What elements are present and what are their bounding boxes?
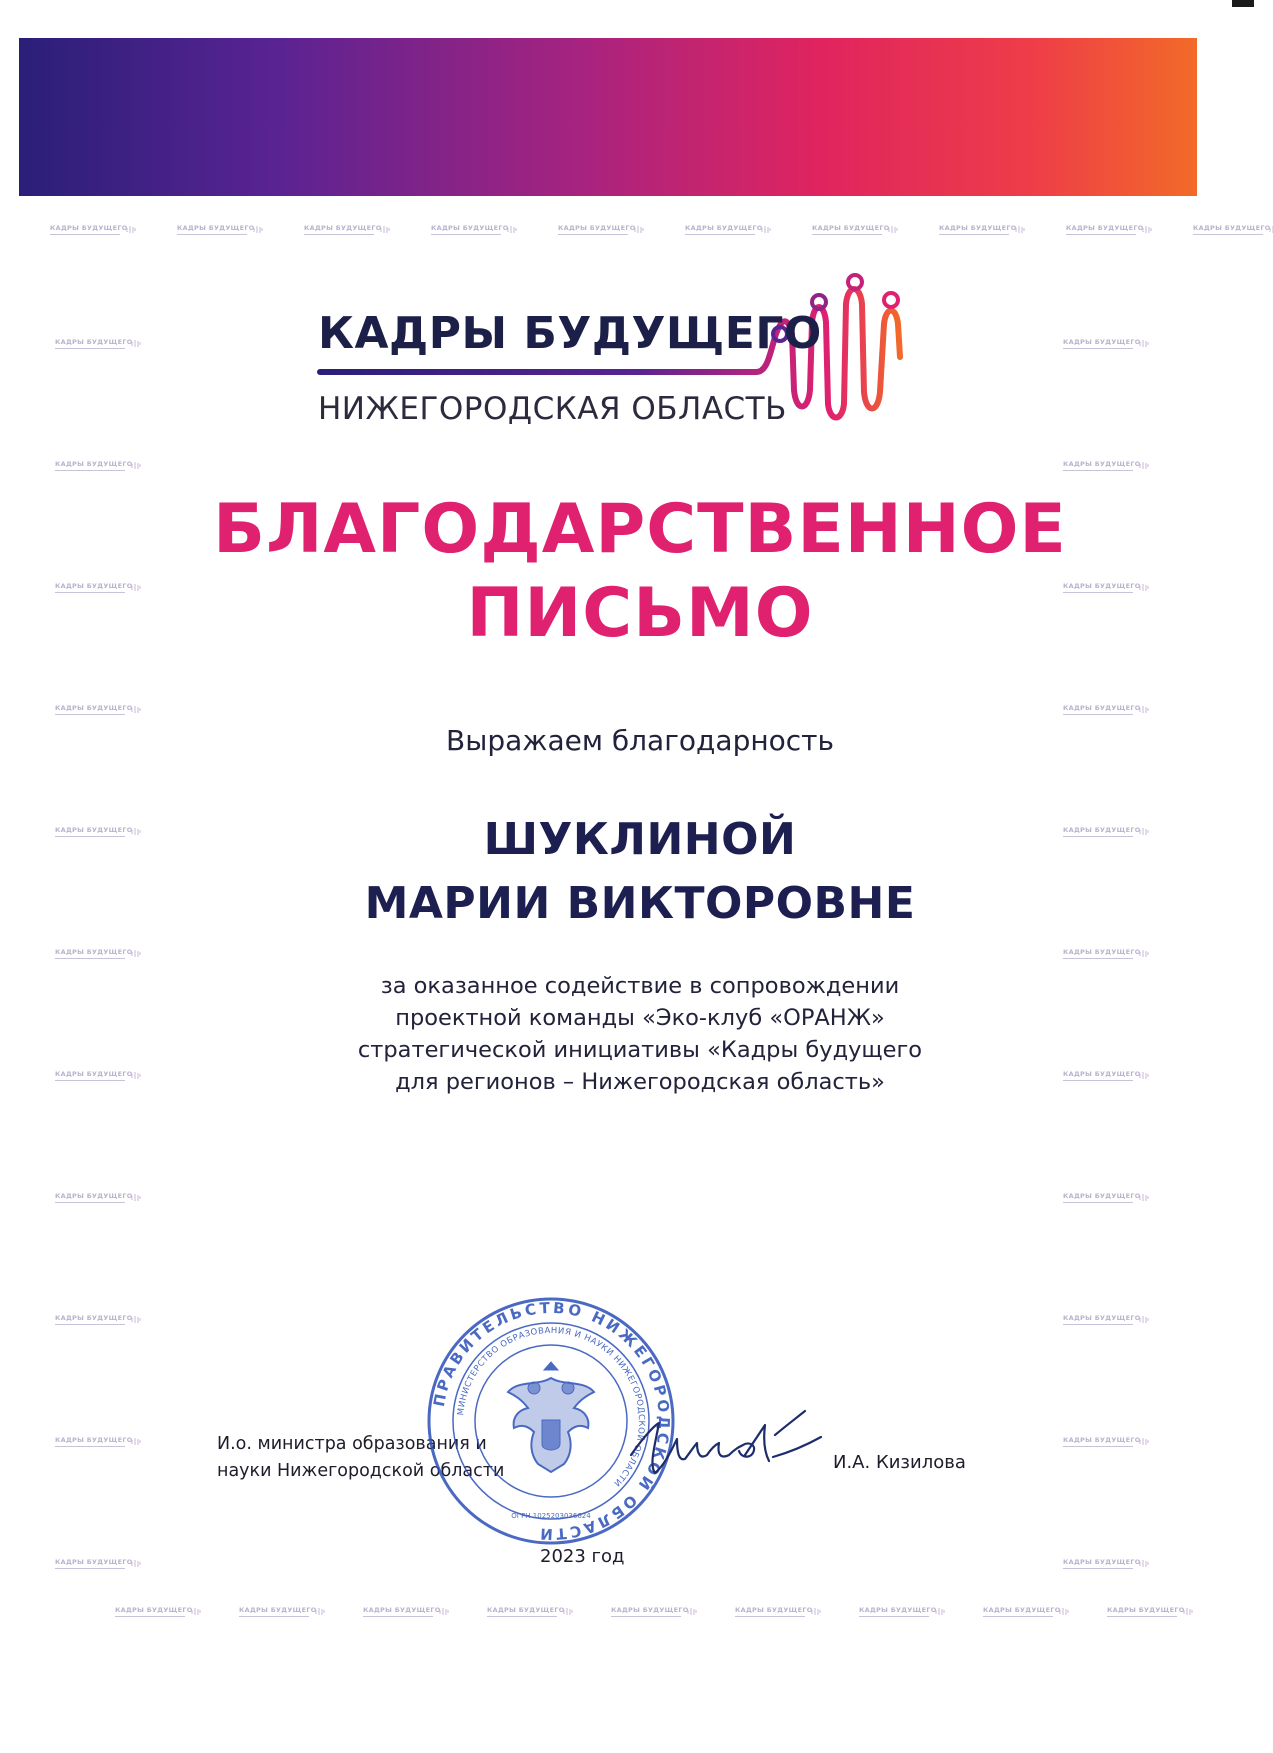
watermark-logo-icon <box>1015 224 1025 235</box>
watermark-logo-line <box>1107 1616 1177 1617</box>
watermark-logo <box>55 582 143 602</box>
watermark-logo-text: КАДРЫ БУДУЩЕГО <box>1066 224 1144 232</box>
watermark-logo-text: КАДРЫ БУДУЩЕГО <box>55 1436 133 1444</box>
watermark-logo-text: КАДРЫ БУДУЩЕГО <box>558 224 636 232</box>
watermark-logo <box>558 224 646 244</box>
watermark-logo-icon <box>131 704 141 715</box>
watermark-logo-line <box>55 958 125 959</box>
watermark-logo-text: КАДРЫ БУДУЩЕГО <box>55 1558 133 1566</box>
watermark-logo <box>735 1606 823 1626</box>
letter-title <box>140 488 1140 656</box>
recipient-surname: ШУКЛИНОЙ <box>483 814 797 865</box>
watermark-logo-line <box>177 234 247 235</box>
watermark-logo <box>487 1606 575 1626</box>
watermark-logo-text: КАДРЫ БУДУЩЕГО <box>1063 826 1141 834</box>
gratitude-intro: Выражаем благодарность <box>446 724 834 757</box>
watermark-logo <box>611 1606 699 1626</box>
watermark-logo-text: КАДРЫ БУДУЩЕГО <box>177 224 255 232</box>
watermark-logo-text: КАДРЫ БУДУЩЕГО <box>1063 582 1141 590</box>
watermark-logo-text: КАДРЫ БУДУЩЕГО <box>983 1606 1061 1614</box>
watermark-logo <box>304 224 392 244</box>
watermark-logo-text: КАДРЫ БУДУЩЕГО <box>1193 224 1271 232</box>
watermark-logo <box>685 224 773 244</box>
watermark-logo-line <box>685 234 755 235</box>
watermark-logo-line <box>487 1616 557 1617</box>
seal-outer-text: ПРАВИТЕЛЬСТВО НИЖЕГОРОДСКОЙ ОБЛАСТИ <box>429 1298 674 1544</box>
watermark-logo-icon <box>131 338 141 349</box>
watermark-logo-text: КАДРЫ БУДУЩЕГО <box>1063 1558 1141 1566</box>
watermark-logo-text: КАДРЫ БУДУЩЕГО <box>55 338 133 346</box>
watermark-logo-text: КАДРЫ БУДУЩЕГО <box>239 1606 317 1614</box>
watermark-logo-line <box>55 1080 125 1081</box>
watermark-logo-line <box>363 1616 433 1617</box>
watermark-logo-text: КАДРЫ БУДУЩЕГО <box>1063 1436 1141 1444</box>
watermark-logo-icon <box>131 1558 141 1569</box>
logo-title: КАДРЫ БУДУЩЕГО <box>318 308 822 359</box>
letter-year: 2023 год <box>540 1546 625 1567</box>
gratitude-reason <box>190 970 1090 1098</box>
watermark-logo <box>115 1606 203 1626</box>
recipient-name <box>140 808 1140 936</box>
watermark-logo-text: КАДРЫ БУДУЩЕГО <box>735 1606 813 1614</box>
watermark-logo-icon <box>1139 338 1149 349</box>
signatory-name: И.А. Кизилова <box>833 1452 966 1473</box>
watermark-logo-text: КАДРЫ БУДУЩЕГО <box>487 1606 565 1614</box>
watermark-logo <box>55 948 143 968</box>
watermark-logo-icon <box>131 1070 141 1081</box>
watermark-logo <box>1066 224 1154 244</box>
watermark-logo <box>55 1192 143 1212</box>
watermark-logo-line <box>239 1616 309 1617</box>
watermark-logo-line <box>1063 1446 1133 1447</box>
watermark-logo-line <box>1063 470 1133 471</box>
watermark-logo-text: КАДРЫ БУДУЩЕГО <box>1063 1070 1141 1078</box>
watermark-logo-text: КАДРЫ БУДУЩЕГО <box>812 224 890 232</box>
watermark-logo <box>55 1436 143 1456</box>
watermark-logo-icon <box>439 1606 449 1617</box>
watermark-logo-icon <box>1139 460 1149 471</box>
watermark-logo-icon <box>1139 1436 1149 1447</box>
watermark-logo-text: КАДРЫ БУДУЩЕГО <box>1107 1606 1185 1614</box>
watermark-logo <box>1063 704 1151 724</box>
watermark-logo-icon <box>1269 224 1273 235</box>
watermark-logo-icon <box>380 224 390 235</box>
watermark-logo <box>1063 1436 1151 1456</box>
watermark-logo <box>50 224 138 244</box>
watermark-logo-text: КАДРЫ БУДУЩЕГО <box>304 224 382 232</box>
watermark-logo <box>55 338 143 358</box>
watermark-logo-icon <box>811 1606 821 1617</box>
watermark-logo-icon <box>1139 1192 1149 1203</box>
reason-line: стратегической инициативы «Кадры будущего <box>357 1037 923 1063</box>
watermark-logo <box>1193 224 1273 244</box>
watermark-logo-icon <box>1139 826 1149 837</box>
watermark-logo-line <box>55 1568 125 1569</box>
watermark-logo-icon <box>131 1436 141 1447</box>
watermark-logo-line <box>55 1446 125 1447</box>
seal-ogrn: ОГРН 1025203036624 <box>511 1512 591 1520</box>
reason-line: проектной команды «Эко-клуб «ОРАНЖ» <box>395 1005 885 1031</box>
watermark-logo-line <box>939 234 1009 235</box>
watermark-logo-text: КАДРЫ БУДУЩЕГО <box>55 1192 133 1200</box>
watermark-logo-text: КАДРЫ БУДУЩЕГО <box>55 1070 133 1078</box>
letter-title-line-1: БЛАГОДАРСТВЕННОЕ <box>213 490 1067 569</box>
signatory-role-line-2: науки Нижегородской области <box>217 1461 505 1481</box>
watermark-logo-icon <box>1139 1314 1149 1325</box>
watermark-logo-icon <box>888 224 898 235</box>
watermark-logo-line <box>55 714 125 715</box>
watermark-logo-line <box>55 836 125 837</box>
watermark-logo-line <box>50 234 120 235</box>
scan-corner-mark <box>1232 0 1254 7</box>
watermark-logo-icon <box>1142 224 1152 235</box>
watermark-logo-icon <box>1139 582 1149 593</box>
watermark-logo-icon <box>1139 1558 1149 1569</box>
watermark-logo-icon <box>634 224 644 235</box>
watermark-logo <box>1063 1558 1151 1578</box>
watermark-logo-icon <box>131 1314 141 1325</box>
watermark-logo-text: КАДРЫ БУДУЩЕГО <box>55 1314 133 1322</box>
letter-title-line-2: ПИСЬМО <box>466 574 814 653</box>
watermark-logo-line <box>983 1616 1053 1617</box>
watermark-logo-icon <box>1139 948 1149 959</box>
watermark-logo-text: КАДРЫ БУДУЩЕГО <box>1063 1192 1141 1200</box>
watermark-logo-text: КАДРЫ БУДУЩЕГО <box>55 704 133 712</box>
watermark-logo <box>1063 338 1151 358</box>
watermark-logo-text: КАДРЫ БУДУЩЕГО <box>1063 460 1141 468</box>
watermark-logo <box>239 1606 327 1626</box>
watermark-logo-text: КАДРЫ БУДУЩЕГО <box>1063 948 1141 956</box>
watermark-logo <box>363 1606 451 1626</box>
watermark-logo-text: КАДРЫ БУДУЩЕГО <box>939 224 1017 232</box>
seal-inner-text: МИНИСТЕРСТВО ОБРАЗОВАНИЯ И НАУКИ НИЖЕГОРОДСКОЙ ОБЛАСТИ <box>456 1325 647 1489</box>
watermark-logo-text: КАДРЫ БУДУЩЕГО <box>55 460 133 468</box>
watermark-logo-line <box>55 592 125 593</box>
reason-line: для регионов – Нижегородская область» <box>395 1069 885 1095</box>
watermark-logo-icon <box>315 1606 325 1617</box>
watermark-logo-icon <box>131 948 141 959</box>
watermark-logo <box>1063 1192 1151 1212</box>
watermark-logo <box>1063 948 1151 968</box>
watermark-logo-text: КАДРЫ БУДУЩЕГО <box>55 582 133 590</box>
watermark-logo <box>983 1606 1071 1626</box>
watermark-logo <box>1063 460 1151 480</box>
watermark-logo <box>859 1606 947 1626</box>
watermark-logo <box>55 1314 143 1334</box>
watermark-logo-icon <box>1183 1606 1193 1617</box>
watermark-logo-text: КАДРЫ БУДУЩЕГО <box>1063 704 1141 712</box>
watermark-logo-line <box>558 234 628 235</box>
watermark-logo-text: КАДРЫ БУДУЩЕГО <box>685 224 763 232</box>
watermark-logo-text: КАДРЫ БУДУЩЕГО <box>55 948 133 956</box>
watermark-logo-icon <box>563 1606 573 1617</box>
watermark-logo-line <box>115 1616 185 1617</box>
logo-subtitle: НИЖЕГОРОДСКАЯ ОБЛАСТЬ <box>318 391 787 427</box>
watermark-logo-icon <box>935 1606 945 1617</box>
watermark-logo-icon <box>507 224 517 235</box>
watermark-logo <box>55 460 143 480</box>
watermark-logo-icon <box>1139 704 1149 715</box>
recipient-given-names: МАРИИ ВИКТОРОВНЕ <box>364 878 916 929</box>
watermark-logo-icon <box>1139 1070 1149 1081</box>
watermark-logo-icon <box>191 1606 201 1617</box>
watermark-logo-text: КАДРЫ БУДУЩЕГО <box>1063 338 1141 346</box>
watermark-logo-icon <box>131 1192 141 1203</box>
watermark-logo <box>431 224 519 244</box>
watermark-logo-text: КАДРЫ БУДУЩЕГО <box>55 826 133 834</box>
watermark-logo-text: КАДРЫ БУДУЩЕГО <box>50 224 128 232</box>
watermark-logo-line <box>1063 1568 1133 1569</box>
watermark-logo-line <box>859 1616 929 1617</box>
watermark-logo <box>939 224 1027 244</box>
watermark-logo-line <box>1063 714 1133 715</box>
watermark-logo-line <box>55 1324 125 1325</box>
watermark-logo <box>55 1558 143 1578</box>
watermark-logo-line <box>611 1616 681 1617</box>
watermark-logo-text: КАДРЫ БУДУЩЕГО <box>363 1606 441 1614</box>
watermark-logo-line <box>431 234 501 235</box>
watermark-logo-icon <box>687 1606 697 1617</box>
watermark-logo-text: КАДРЫ БУДУЩЕГО <box>115 1606 193 1614</box>
watermark-logo <box>55 704 143 724</box>
watermark-logo-line <box>1063 1324 1133 1325</box>
watermark-logo-line <box>55 348 125 349</box>
watermark-logo-line <box>1063 348 1133 349</box>
signatory-role-line-1: И.о. министра образования и <box>217 1434 487 1454</box>
watermark-logo-line <box>735 1616 805 1617</box>
watermark-logo-text: КАДРЫ БУДУЩЕГО <box>431 224 509 232</box>
watermark-logo-line <box>812 234 882 235</box>
watermark-logo-line <box>1063 1202 1133 1203</box>
watermark-logo <box>177 224 265 244</box>
reason-line: за оказанное содействие в сопровождении <box>380 973 900 999</box>
watermark-logo-icon <box>253 224 263 235</box>
handwritten-signature <box>625 1395 840 1490</box>
watermark-logo-text: КАДРЫ БУДУЩЕГО <box>859 1606 937 1614</box>
watermark-logo-line <box>1063 958 1133 959</box>
double-headed-eagle-icon <box>508 1362 594 1472</box>
watermark-logo-text: КАДРЫ БУДУЩЕГО <box>1063 1314 1141 1322</box>
watermark-logo <box>1107 1606 1195 1626</box>
watermark-logo-icon <box>1059 1606 1069 1617</box>
header-gradient-banner <box>19 38 1197 196</box>
watermark-logo <box>1063 1314 1151 1334</box>
watermark-logo-icon <box>761 224 771 235</box>
watermark-logo-line <box>1193 234 1263 235</box>
watermark-logo <box>812 224 900 244</box>
watermark-logo-text: КАДРЫ БУДУЩЕГО <box>611 1606 689 1614</box>
watermark-logo-line <box>55 1202 125 1203</box>
watermark-logo-icon <box>131 460 141 471</box>
watermark-logo-icon <box>126 224 136 235</box>
watermark-logo-line <box>55 470 125 471</box>
watermark-logo-line <box>304 234 374 235</box>
watermark-logo <box>55 826 143 846</box>
watermark-logo <box>55 1070 143 1090</box>
watermark-logo-line <box>1066 234 1136 235</box>
